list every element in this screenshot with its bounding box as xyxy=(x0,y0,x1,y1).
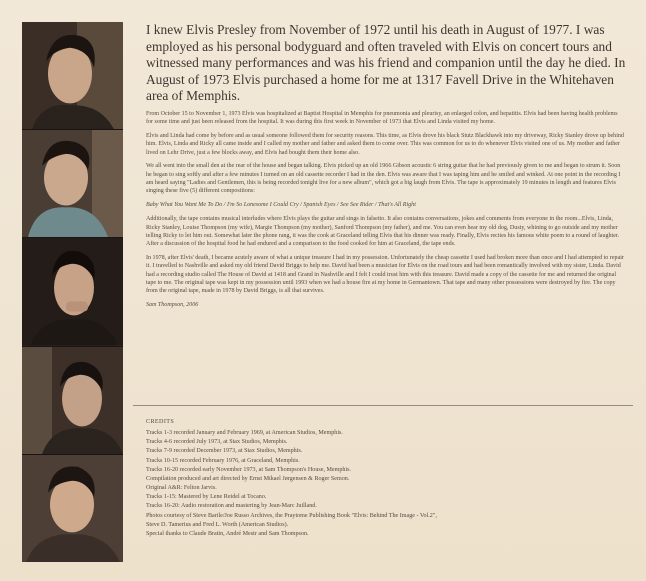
credits-title: CREDITS xyxy=(146,419,175,425)
intro-paragraph: I knew Elvis Presley from November of 1972 until his death in August of 1977. I was employed as his personal bodyguard and often traveled with Elvis on concert tours and witnessed many performances and was his friend and companion until the day he died. In August of 1973 Elvis purchased a home for me at 1317 Favell Drive in the Whitehaven area of Memphis. xyxy=(146,22,626,104)
section-divider xyxy=(133,405,633,406)
story-paragraph: We all went into the small den at the rear of the house and began talking. Elvis picked up an old 1966 Gibson acoustic 6 string guitar that he had previously given to me and began to strum it. Soon he began to sing softly and after a few minutes I turned on an old cassette recorder I had in the den. Elvis was aware that I was taping him and he smiled and winked. At one point in the recording I am heard saying "Ladies and Gentlemen, this is being recorded tonight live for a new album", which got a big laugh from Elvis. The tape is approximately 19 minutes in length and features Elvis singing these five (5) different compositions: xyxy=(146,163,621,195)
credit-line: Tracks 4-6 recorded July 1973, at Stax Studios, Memphis. xyxy=(146,439,288,446)
story-paragraph: Additionally, the tape contains musical interludes where Elvis plays the guitar and sings in falsetto. It also contains conversations, jokes and comments from everyone in the room...Elvis, Linda, Ricky Stanley, Louise Thompson (my wife), Margie Thompson (my mother), Sanford Thompson (my father), and me. You can even hear my old dog, Dusty, whining to go outside and my mother telling Ricky to let him out. Somewhat later the phone rang, it was the cook at Graceland telling Elvis that his dinner was ready. Finally, Elvis recites his famous white poem to a round of laughter. After a discussion of the hospital food he had endured and a comparison to the food cooked for him at Graceland, the tape ends. xyxy=(146,216,620,248)
credit-line: Tracks 7-9 recorded December 1973, at Stax Studios, Memphis. xyxy=(146,448,303,455)
elvis-photo-5 xyxy=(22,455,123,562)
credit-line: Steve D. Tamerius and Fred L. Worth (American Studios). xyxy=(146,521,289,528)
story-paragraph: From October 15 to November 1, 1973 Elvis was hospitalized at Baptist Hospital in Memphis for pneumonia and pleurisy, an enlarged colon, and hepatitis. Elvis had been having health problems for some time and just been released from the hospital. It was during this first week in November of 1973 that Elvis and Linda visited my home. xyxy=(146,110,618,126)
story-paragraph: In 1978, after Elvis' death, I became acutely aware of what a unique treasure I had in my possession. Unfortunately the cheap cassette I used had broken more than once and I had attempted to repair it. I travelled to Nashville and asked my old friend David Briggs to help me. David had been a musician for Elvis on the road tours and had been romantically involved with my sister, Linda. David had a recording studio called The House of David at 1418 and Grand in Nashville and I felt I could trust him with this treasure. David made a copy of the cassette for me and returned the original tape to me. The original tape was kept in my possession until 1993 when we had a house fire at my home in Germantown. That tape and many other possessions were destroyed by fire. The copy from the original tape, made in 1978 by David Briggs, is all that survives. xyxy=(146,255,624,295)
elvis-photo-2 xyxy=(22,130,123,238)
story-body xyxy=(146,110,626,309)
story-paragraph: Elvis and Linda had come by before and as usual someone followed them for security reasons. This time, as Elvis drove his black Stutz Blackhawk into my driveway, Ricky Stanley drove up behind him. Elvis, Linda and Ricky all came inside and I called my mother and father and asked them to come over. This was common for us to do whenever Elvis visited one of us. My mother and father lived on Lehr Drive, just a few blocks away, and Elvis had bought them their home also. xyxy=(146,133,624,156)
photo-strip xyxy=(22,22,123,562)
credit-line: Compilation produced and art directed by Ernst Mikael Jørgensen & Roger Semon. xyxy=(146,475,350,482)
elvis-photo-1 xyxy=(22,22,123,130)
credit-line: Tracks 10-15 recorded February 1976, at Graceland, Memphis. xyxy=(146,457,300,464)
elvis-photo-3 xyxy=(22,238,123,346)
elvis-photo-4 xyxy=(22,347,123,455)
credit-line: Tracks 1-3 recorded January and February 1969, at American Studios, Memphis. xyxy=(146,430,343,437)
credit-line: Original A&R: Felton Jarvis. xyxy=(146,485,217,492)
credit-line: Tracks 16-20: Audio restoration and mastering by Jean-Marc Juilland. xyxy=(146,503,317,510)
liner-notes-text xyxy=(146,22,626,315)
signature: Sam Thompson, 2006 xyxy=(146,302,199,309)
credit-line: Tracks 16-20 recorded early November 1973, at Sam Thompson's House, Memphis. xyxy=(146,466,352,473)
song-list: Baby What You Want Me To Do / I'm So Lonesome I Could Cry / Spanish Eyes / See See Rider / That's All Right xyxy=(146,202,416,209)
credit-line: Special thanks to Claude Bratin, André Mestr and Sam Thompson. xyxy=(146,530,309,537)
credit-line: Tracks 1-15: Mastered by Lene Reidel at Tocano. xyxy=(146,494,267,501)
credit-line: Photos courtesy of Steve Barile/Joe Russo Archives, the Praytome Publishing Book "Elvis: Behind The Image - Vol.2", xyxy=(146,512,437,519)
credits-section xyxy=(146,418,616,539)
